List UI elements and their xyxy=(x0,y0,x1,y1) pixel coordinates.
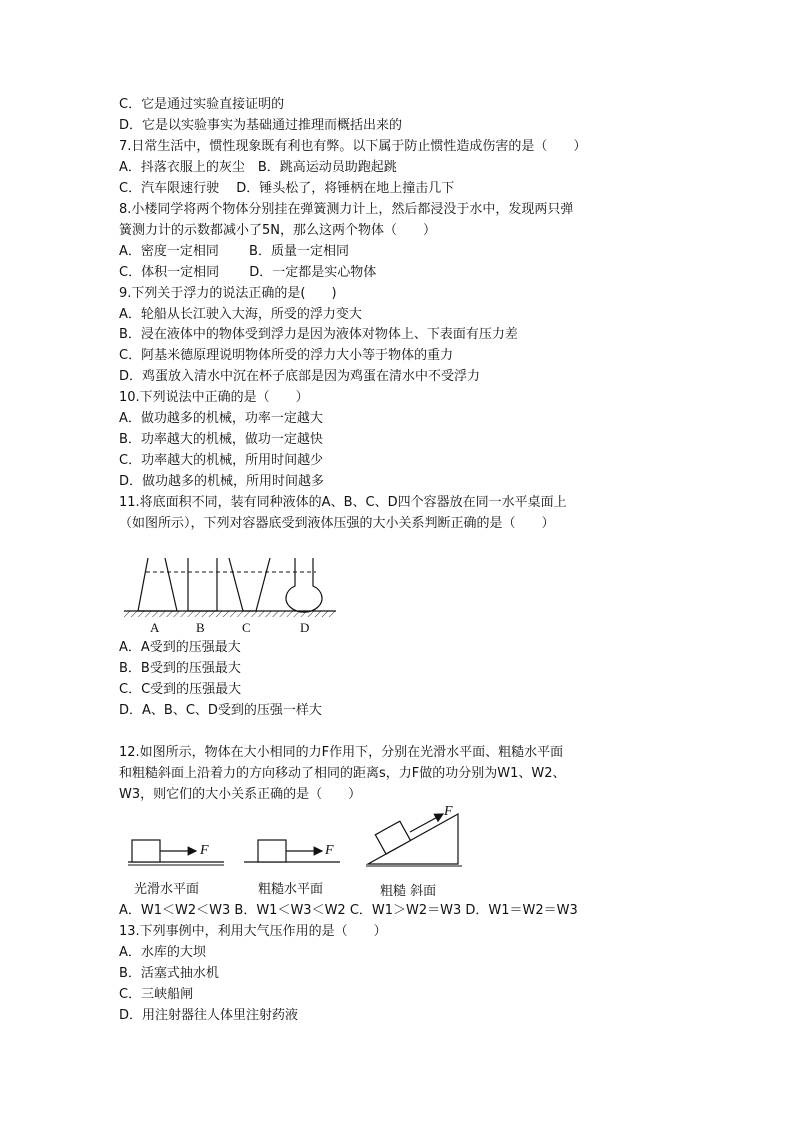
q7-options-cd: C．汽车限速行驶 D．锤头松了，将锤柄在地上撞击几下 xyxy=(119,181,455,196)
q8-stem-line2: 簧测力计的示数都减小了5N，那么这两个物体（ ） xyxy=(119,223,436,238)
q7-options-ab: A．抖落衣服上的灰尘 B．跳高运动员助跑起跳 xyxy=(119,160,397,175)
q6-option-c: C．它是通过实验直接证明的 xyxy=(119,97,285,112)
q11-containers-figure xyxy=(120,550,340,640)
label-c: C xyxy=(242,620,251,635)
q8-stem-line1: 8.小楼同学将两个物体分别挂在弹簧测力计上，然后都浸没于水中，发现两只弹 xyxy=(119,202,574,217)
q11-option-c: C．C受到的压强最大 xyxy=(119,682,242,697)
q11-option-d: D．A、B、C、D受到的压强一样大 xyxy=(119,703,322,718)
q9-option-d: D．鸡蛋放入清水中沉在杯子底部是因为鸡蛋在清水中不受浮力 xyxy=(119,369,481,384)
container-c xyxy=(229,558,270,611)
q12-stem-line2: 和粗糙斜面上沿着力的方向移动了相同的距离s，力F做的功分别为W1、W2、 xyxy=(119,766,566,781)
q13-option-b: B．活塞式抽水机 xyxy=(119,966,219,981)
q10-option-c: C．功率越大的机械，所用时间越少 xyxy=(119,453,324,468)
force-label-2: F xyxy=(325,843,334,858)
force-label-3: F xyxy=(444,804,453,819)
q10-option-b: B．功率越大的机械，做功一定越快 xyxy=(119,432,323,447)
q6-option-d: D．它是以实验事实为基础通过推理而概括出来的 xyxy=(119,118,403,133)
container-a xyxy=(138,558,177,611)
q9-option-a: A．轮船从长江驶入大海，所受的浮力变大 xyxy=(119,307,362,322)
q13-option-c: C．三峡船闸 xyxy=(119,987,194,1002)
q11-stem-line2: （如图所示），下列对容器底受到液体压强的大小关系判断正确的是（ ） xyxy=(119,516,555,531)
container-b xyxy=(188,558,217,611)
block-3 xyxy=(375,821,410,854)
label-a: A xyxy=(150,620,160,635)
q12-force-figure xyxy=(120,800,480,900)
q8-options-ab: A．密度一定相同 B．质量一定相同 xyxy=(119,244,349,259)
container-d xyxy=(286,558,322,612)
q10-option-d: D．做功越多的机械，所用时间越多 xyxy=(119,474,325,489)
q11-option-a: A．A受到的压强最大 xyxy=(119,640,241,655)
block-1 xyxy=(132,840,160,862)
q8-options-cd: C．体积一定相同 D．一定都是实心物体 xyxy=(119,265,377,280)
q10-option-a: A．做功越多的机械，功率一定越大 xyxy=(119,411,323,426)
q9-stem: 9.下列关于浮力的说法正确的是( ) xyxy=(119,286,337,301)
q9-option-b: B．浸在液体中的物体受到浮力是因为液体对物体上、下表面有压力差 xyxy=(119,327,518,342)
caption-rough-incline: 粗糙 斜面 xyxy=(380,884,437,899)
q9-option-c: C．阿基米德原理说明物体所受的浮力大小等于物体的重力 xyxy=(119,348,454,363)
label-b: B xyxy=(196,620,205,635)
q11-stem-line1: 11.将底面积不同，装有同种液体的A、B、C、D四个容器放在同一水平桌面上 xyxy=(119,495,567,510)
caption-rough-horizontal: 粗糙水平面 xyxy=(258,882,324,897)
q13-option-a: A．水库的大坝 xyxy=(119,945,206,960)
block-2 xyxy=(258,840,286,862)
q12-stem-line1: 12.如图所示，物体在大小相同的力F作用下，分别在光滑水平面、粗糙水平面 xyxy=(119,745,564,760)
label-d: D xyxy=(300,620,310,635)
q10-stem: 10.下列说法中正确的是（ ） xyxy=(119,390,309,405)
force-arrow-3 xyxy=(410,814,443,832)
q11-option-b: B．B受到的压强最大 xyxy=(119,661,241,676)
q12-options: A．W1＜W2＜W3 B．W1＜W3＜W2 C．W1＞W2＝W3 D．W1＝W2＝W3 xyxy=(119,903,578,918)
force-label-1: F xyxy=(200,843,209,858)
q13-stem: 13.下列事例中，利用大气压作用的是（ ） xyxy=(119,924,387,939)
caption-smooth-horizontal: 光滑水平面 xyxy=(134,882,200,897)
q7-stem: 7.日常生活中，惯性现象既有利也有弊。以下属于防止惯性造成伤害的是（ ） xyxy=(119,139,587,154)
q13-option-d: D．用注射器往人体里注射药液 xyxy=(119,1008,299,1023)
q12-stem-line3: W3，则它们的大小关系正确的是（ ） xyxy=(119,787,362,802)
